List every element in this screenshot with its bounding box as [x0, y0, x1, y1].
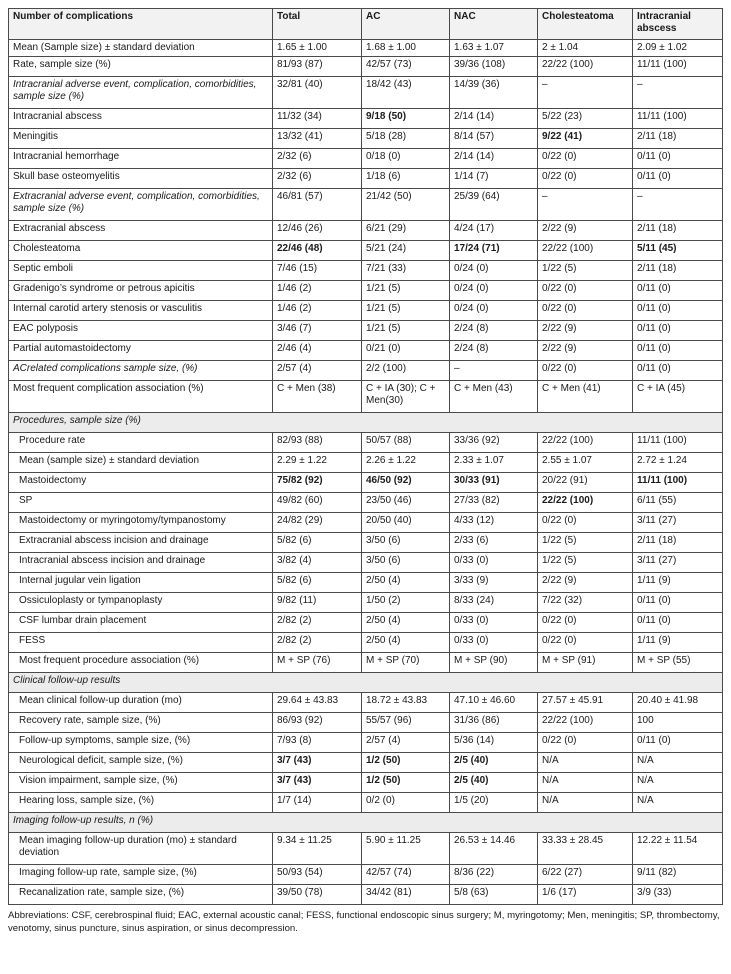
table-cell: 2.55 ± 1.07: [538, 453, 633, 473]
table-cell: 0/22 (0): [538, 149, 633, 169]
table-row: [9, 553, 723, 573]
table-cell: 0/33 (0): [450, 633, 538, 653]
table-cell: 2/50 (4): [362, 573, 450, 593]
table-cell: 2/33 (6): [450, 533, 538, 553]
table-cell: 7/21 (33): [362, 261, 450, 281]
table-row: [9, 533, 723, 553]
table-row: [9, 341, 723, 361]
table-cell: C + Men (41): [538, 381, 633, 413]
table-cell: 75/82 (92): [273, 473, 362, 493]
table-row: [9, 40, 723, 57]
table-cell: 21/42 (50): [362, 189, 450, 221]
table-cell: 5/22 (23): [538, 109, 633, 129]
table-cell: 23/50 (46): [362, 493, 450, 513]
table-cell: 0/11 (0): [633, 149, 723, 169]
table-cell: 1.63 ± 1.07: [450, 40, 538, 57]
table-cell: 11/11 (100): [633, 473, 723, 493]
table-cell: 46/81 (57): [273, 189, 362, 221]
table-row: [9, 453, 723, 473]
table-cell: 5/21 (24): [362, 241, 450, 261]
table-cell: 2/57 (4): [362, 733, 450, 753]
table-cell: 2.72 ± 1.24: [633, 453, 723, 473]
table-cell: 5/36 (14): [450, 733, 538, 753]
table-cell: 50/93 (54): [273, 865, 362, 885]
table-cell: 1/46 (2): [273, 301, 362, 321]
table-cell: 30/33 (91): [450, 473, 538, 493]
row-label: ACrelated complications sample size, (%): [9, 361, 273, 381]
table-cell: 39/36 (108): [450, 57, 538, 77]
table-cell: 1/11 (9): [633, 573, 723, 593]
complications-table: [8, 8, 723, 905]
table-cell: 0/24 (0): [450, 261, 538, 281]
table-cell: C + IA (45): [633, 381, 723, 413]
table-row: [9, 77, 723, 109]
section-row: [9, 813, 723, 833]
table-cell: M + SP (76): [273, 653, 362, 673]
table-cell: 0/33 (0): [450, 553, 538, 573]
table-cell: –: [633, 189, 723, 221]
table-cell: 11/11 (100): [633, 433, 723, 453]
table-cell: 55/57 (96): [362, 713, 450, 733]
table-cell: 0/11 (0): [633, 613, 723, 633]
table-cell: 82/93 (88): [273, 433, 362, 453]
table-row: [9, 773, 723, 793]
table-cell: 3/50 (6): [362, 533, 450, 553]
table-cell: 13/32 (41): [273, 129, 362, 149]
table-cell: 1/2 (50): [362, 753, 450, 773]
row-label: SP: [9, 493, 273, 513]
table-cell: 49/82 (60): [273, 493, 362, 513]
table-cell: 17/24 (71): [450, 241, 538, 261]
table-cell: 3/11 (27): [633, 553, 723, 573]
table-cell: 20/22 (91): [538, 473, 633, 493]
table-cell: 4/24 (17): [450, 221, 538, 241]
table-cell: –: [538, 189, 633, 221]
table-cell: 1/2 (50): [362, 773, 450, 793]
row-label: Hearing loss, sample size, (%): [9, 793, 273, 813]
table-cell: 18.72 ± 43.83: [362, 693, 450, 713]
row-label: Septic emboli: [9, 261, 273, 281]
table-row: [9, 129, 723, 149]
table-cell: 1/21 (5): [362, 301, 450, 321]
table-cell: 1/22 (5): [538, 553, 633, 573]
table-cell: 9/22 (41): [538, 129, 633, 149]
table-cell: 0/24 (0): [450, 281, 538, 301]
section-label: Imaging follow-up results, n (%): [9, 813, 723, 833]
table-cell: 0/11 (0): [633, 301, 723, 321]
row-label: Imaging follow-up rate, sample size, (%): [9, 865, 273, 885]
header-cell: Cholesteatoma: [538, 9, 633, 40]
table-cell: 42/57 (74): [362, 865, 450, 885]
table-cell: 22/22 (100): [538, 433, 633, 453]
header-cell: NAC: [450, 9, 538, 40]
table-row: [9, 321, 723, 341]
table-row: [9, 865, 723, 885]
table-cell: 0/22 (0): [538, 613, 633, 633]
row-label: Partial automastoidectomy: [9, 341, 273, 361]
table-row: [9, 753, 723, 773]
table-cell: N/A: [633, 753, 723, 773]
table-cell: 2/24 (8): [450, 321, 538, 341]
table-cell: 25/39 (64): [450, 189, 538, 221]
table-cell: 2/22 (9): [538, 573, 633, 593]
table-row: [9, 221, 723, 241]
table-cell: 3/50 (6): [362, 553, 450, 573]
table-row: [9, 57, 723, 77]
table-cell: –: [538, 77, 633, 109]
table-cell: 20/50 (40): [362, 513, 450, 533]
table-cell: 2/57 (4): [273, 361, 362, 381]
row-label: Intracranial adverse event, complication, comorbidities, sample size (%): [9, 77, 273, 109]
table-cell: 9.34 ± 11.25: [273, 833, 362, 865]
section-label: Procedures, sample size (%): [9, 413, 723, 433]
table-cell: 1/11 (9): [633, 633, 723, 653]
table-cell: 3/33 (9): [450, 573, 538, 593]
table-cell: 0/22 (0): [538, 733, 633, 753]
table-row: [9, 653, 723, 673]
section-label: Clinical follow-up results: [9, 673, 723, 693]
row-label: Vision impairment, sample size, (%): [9, 773, 273, 793]
table-cell: 0/11 (0): [633, 593, 723, 613]
header-cell: AC: [362, 9, 450, 40]
header-cell: Total: [273, 9, 362, 40]
row-label: Internal jugular vein ligation: [9, 573, 273, 593]
table-cell: 6/22 (27): [538, 865, 633, 885]
row-label: Extracranial abscess incision and drainage: [9, 533, 273, 553]
table-cell: 1.65 ± 1.00: [273, 40, 362, 57]
table-row: [9, 473, 723, 493]
table-row: [9, 493, 723, 513]
table-cell: 0/11 (0): [633, 341, 723, 361]
table-cell: 50/57 (88): [362, 433, 450, 453]
row-label: Mastoidectomy: [9, 473, 273, 493]
row-label: Most frequent procedure association (%): [9, 653, 273, 673]
table-cell: 2/11 (18): [633, 261, 723, 281]
table-cell: M + SP (91): [538, 653, 633, 673]
table-cell: 3/7 (43): [273, 773, 362, 793]
header-cell: Intracranial abscess: [633, 9, 723, 40]
table-cell: 5.90 ± 11.25: [362, 833, 450, 865]
table-cell: 6/11 (55): [633, 493, 723, 513]
table-cell: 22/22 (100): [538, 241, 633, 261]
table-cell: 2.33 ± 1.07: [450, 453, 538, 473]
table-cell: 2/82 (2): [273, 633, 362, 653]
table-cell: 2/22 (9): [538, 321, 633, 341]
table-row: [9, 149, 723, 169]
table-cell: 0/22 (0): [538, 169, 633, 189]
table-cell: C + Men (38): [273, 381, 362, 413]
table-cell: 22/22 (100): [538, 493, 633, 513]
table-cell: 1/22 (5): [538, 261, 633, 281]
table-cell: 2/22 (9): [538, 221, 633, 241]
table-cell: –: [450, 361, 538, 381]
row-label: Cholesteatoma: [9, 241, 273, 261]
table-cell: 27/33 (82): [450, 493, 538, 513]
row-label: Mean clinical follow-up duration (mo): [9, 693, 273, 713]
table-row: [9, 713, 723, 733]
table-cell: 5/18 (28): [362, 129, 450, 149]
table-cell: 3/82 (4): [273, 553, 362, 573]
row-label: Recanalization rate, sample size, (%): [9, 885, 273, 905]
table-cell: 5/8 (63): [450, 885, 538, 905]
table-cell: 0/22 (0): [538, 361, 633, 381]
table-cell: 9/11 (82): [633, 865, 723, 885]
table-cell: 2/5 (40): [450, 753, 538, 773]
row-label: Most frequent complication association (%): [9, 381, 273, 413]
table-cell: 2/11 (18): [633, 129, 723, 149]
table-cell: 33/36 (92): [450, 433, 538, 453]
table-row: [9, 885, 723, 905]
table-row: [9, 573, 723, 593]
table-cell: 1/14 (7): [450, 169, 538, 189]
table-cell: 12/46 (26): [273, 221, 362, 241]
table-cell: 0/21 (0): [362, 341, 450, 361]
table-cell: 1/22 (5): [538, 533, 633, 553]
table-row: [9, 593, 723, 613]
table-cell: 2.09 ± 1.02: [633, 40, 723, 57]
row-label: Mean (sample size) ± standard deviation: [9, 453, 273, 473]
table-cell: 0/22 (0): [538, 301, 633, 321]
table-cell: 24/82 (29): [273, 513, 362, 533]
table-cell: 0/22 (0): [538, 281, 633, 301]
table-row: [9, 381, 723, 413]
table-cell: 29.64 ± 43.83: [273, 693, 362, 713]
table-row: [9, 733, 723, 753]
table-cell: 31/36 (86): [450, 713, 538, 733]
table-cell: 2.26 ± 1.22: [362, 453, 450, 473]
table-cell: 34/42 (81): [362, 885, 450, 905]
table-cell: 11/32 (34): [273, 109, 362, 129]
table-cell: 2/46 (4): [273, 341, 362, 361]
table-cell: 42/57 (73): [362, 57, 450, 77]
table-cell: 0/2 (0): [362, 793, 450, 813]
footnote: Abbreviations: CSF, cerebrospinal fluid; EAC, external acoustic canal; FESS, functional endoscopic sinus surgery; M, myringotomy; Men, meningitis; SP, thrombectomy, venotomy, sinus puncture, sinus aspiration, or sinus decompression.: [8, 910, 720, 934]
table-cell: M + SP (55): [633, 653, 723, 673]
table-cell: 1/50 (2): [362, 593, 450, 613]
table-cell: 22/46 (48): [273, 241, 362, 261]
table-cell: 0/24 (0): [450, 301, 538, 321]
table-cell: 0/11 (0): [633, 321, 723, 341]
row-label: Mean (Sample size) ± standard deviation: [9, 40, 273, 57]
row-label: Intracranial abscess incision and drainage: [9, 553, 273, 573]
table-cell: 3/7 (43): [273, 753, 362, 773]
table-cell: C + Men (43): [450, 381, 538, 413]
document: [8, 8, 722, 935]
table-cell: 1/46 (2): [273, 281, 362, 301]
table-cell: 27.57 ± 45.91: [538, 693, 633, 713]
table-cell: 6/21 (29): [362, 221, 450, 241]
table-row: [9, 169, 723, 189]
row-label: Gradenigo’s syndrome or petrous apicitis: [9, 281, 273, 301]
table-cell: 0/22 (0): [538, 513, 633, 533]
table-cell: 2 ± 1.04: [538, 40, 633, 57]
table-cell: 7/93 (8): [273, 733, 362, 753]
table-cell: 1/18 (6): [362, 169, 450, 189]
table-cell: 100: [633, 713, 723, 733]
table-cell: 0/11 (0): [633, 361, 723, 381]
table-cell: 86/93 (92): [273, 713, 362, 733]
table-cell: 2/11 (18): [633, 221, 723, 241]
table-cell: 22/22 (100): [538, 57, 633, 77]
row-label: Mastoidectomy or myringotomy/tympanostomy: [9, 513, 273, 533]
table-cell: 2/24 (8): [450, 341, 538, 361]
table-cell: 1/7 (14): [273, 793, 362, 813]
row-label: Recovery rate, sample size, (%): [9, 713, 273, 733]
table-cell: 0/11 (0): [633, 281, 723, 301]
table-cell: 8/14 (57): [450, 129, 538, 149]
table-cell: 11/11 (100): [633, 57, 723, 77]
table-cell: 0/18 (0): [362, 149, 450, 169]
row-label: Follow-up symptoms, sample size, (%): [9, 733, 273, 753]
row-label: Intracranial abscess: [9, 109, 273, 129]
row-label: Extracranial abscess: [9, 221, 273, 241]
table-cell: 5/82 (6): [273, 573, 362, 593]
table-cell: 2/5 (40): [450, 773, 538, 793]
table-row: [9, 433, 723, 453]
table-cell: M + SP (70): [362, 653, 450, 673]
table-cell: 11/11 (100): [633, 109, 723, 129]
table-row: [9, 189, 723, 221]
table-cell: 0/33 (0): [450, 613, 538, 633]
table-cell: N/A: [633, 793, 723, 813]
table-cell: 2/82 (2): [273, 613, 362, 633]
row-label: Rate, sample size (%): [9, 57, 273, 77]
table-row: [9, 109, 723, 129]
table-cell: N/A: [538, 753, 633, 773]
row-label: Ossiculoplasty or tympanoplasty: [9, 593, 273, 613]
table-cell: 7/22 (32): [538, 593, 633, 613]
table-cell: 9/18 (50): [362, 109, 450, 129]
table-row: [9, 513, 723, 533]
table-cell: 22/22 (100): [538, 713, 633, 733]
row-label: Skull base osteomyelitis: [9, 169, 273, 189]
table-cell: 3/46 (7): [273, 321, 362, 341]
table-cell: 14/39 (36): [450, 77, 538, 109]
row-label: CSF lumbar drain placement: [9, 613, 273, 633]
table-row: [9, 261, 723, 281]
table-row: [9, 633, 723, 653]
row-label: Internal carotid artery stenosis or vasculitis: [9, 301, 273, 321]
table-cell: 8/36 (22): [450, 865, 538, 885]
table-cell: N/A: [538, 793, 633, 813]
table-cell: 1/21 (5): [362, 281, 450, 301]
table-cell: 1/5 (20): [450, 793, 538, 813]
table-cell: 20.40 ± 41.98: [633, 693, 723, 713]
table-body: [9, 40, 723, 905]
table-row: [9, 361, 723, 381]
table-cell: 5/82 (6): [273, 533, 362, 553]
table-cell: 2/14 (14): [450, 109, 538, 129]
table-cell: 2/22 (9): [538, 341, 633, 361]
header-cell: Number of complications: [9, 9, 273, 40]
table-cell: 9/82 (11): [273, 593, 362, 613]
table-cell: 4/33 (12): [450, 513, 538, 533]
table-row: [9, 693, 723, 713]
table-row: [9, 833, 723, 865]
table-cell: 5/11 (45): [633, 241, 723, 261]
table-cell: –: [633, 77, 723, 109]
table-cell: 3/11 (27): [633, 513, 723, 533]
table-row: [9, 301, 723, 321]
table-cell: 0/22 (0): [538, 633, 633, 653]
table-cell: 1.68 ± 1.00: [362, 40, 450, 57]
table-cell: 8/33 (24): [450, 593, 538, 613]
row-label: Procedure rate: [9, 433, 273, 453]
table-cell: 0/11 (0): [633, 733, 723, 753]
table-cell: 2/50 (4): [362, 613, 450, 633]
table-cell: 81/93 (87): [273, 57, 362, 77]
row-label: FESS: [9, 633, 273, 653]
table-cell: C + IA (30); C + Men(30): [362, 381, 450, 413]
table-row: [9, 281, 723, 301]
row-label: Intracranial hemorrhage: [9, 149, 273, 169]
table-cell: 3/9 (33): [633, 885, 723, 905]
table-cell: 2/32 (6): [273, 149, 362, 169]
section-row: [9, 413, 723, 433]
table-row: [9, 241, 723, 261]
table-cell: 39/50 (78): [273, 885, 362, 905]
table-cell: 32/81 (40): [273, 77, 362, 109]
table-cell: 0/11 (0): [633, 169, 723, 189]
table-cell: N/A: [538, 773, 633, 793]
section-row: [9, 673, 723, 693]
table-cell: 2/50 (4): [362, 633, 450, 653]
table-cell: 1/21 (5): [362, 321, 450, 341]
table-cell: 12.22 ± 11.54: [633, 833, 723, 865]
table-cell: 47.10 ± 46.60: [450, 693, 538, 713]
row-label: Mean imaging follow-up duration (mo) ± standard deviation: [9, 833, 273, 865]
table-cell: N/A: [633, 773, 723, 793]
table-cell: 2.29 ± 1.22: [273, 453, 362, 473]
table-cell: 2/11 (18): [633, 533, 723, 553]
table-cell: M + SP (90): [450, 653, 538, 673]
table-cell: 2/2 (100): [362, 361, 450, 381]
row-label: Meningitis: [9, 129, 273, 149]
table-cell: 7/46 (15): [273, 261, 362, 281]
table-cell: 26.53 ± 14.46: [450, 833, 538, 865]
table-row: [9, 793, 723, 813]
table-cell: 2/14 (14): [450, 149, 538, 169]
row-label: Extracranial adverse event, complication, comorbidities, sample size (%): [9, 189, 273, 221]
table-cell: 33.33 ± 28.45: [538, 833, 633, 865]
table-cell: 1/6 (17): [538, 885, 633, 905]
table-cell: 2/32 (6): [273, 169, 362, 189]
table-cell: 18/42 (43): [362, 77, 450, 109]
header-row: [9, 9, 723, 40]
table-row: [9, 613, 723, 633]
row-label: EAC polyposis: [9, 321, 273, 341]
table-cell: 46/50 (92): [362, 473, 450, 493]
row-label: Neurological deficit, sample size, (%): [9, 753, 273, 773]
